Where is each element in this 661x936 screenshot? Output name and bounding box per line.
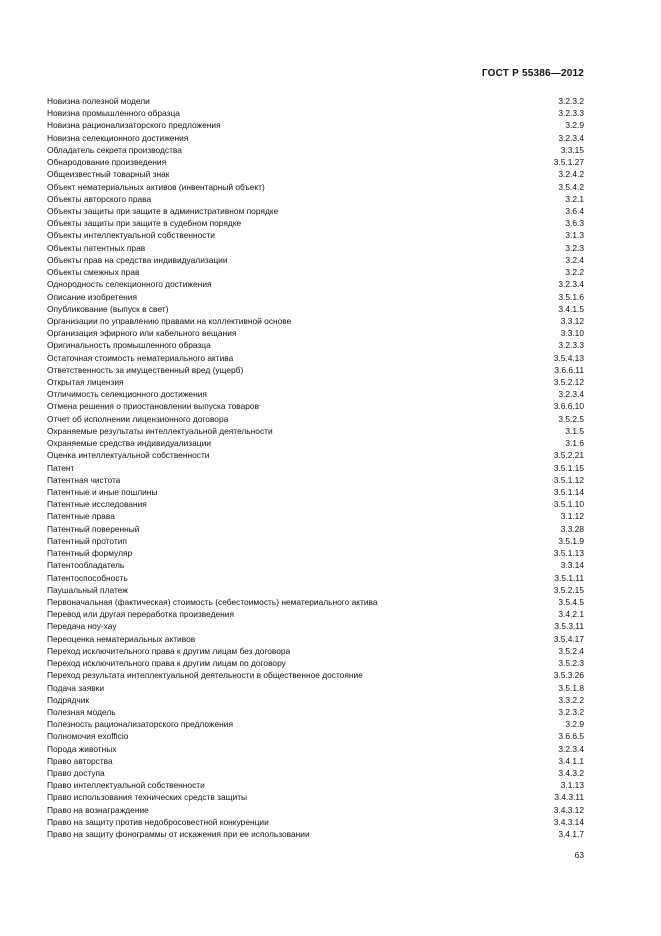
index-term: Переоценка нематериальных активов bbox=[47, 633, 196, 644]
index-ref: 3.2.3.4 bbox=[558, 743, 584, 754]
index-entry bbox=[47, 400, 584, 412]
index-ref: 3.5.2.21 bbox=[553, 450, 584, 461]
index-ref: 3.5.2.12 bbox=[553, 377, 584, 388]
index-term: Объекты смежных прав bbox=[47, 267, 140, 278]
index-term: Право на вознаграждение bbox=[47, 804, 149, 815]
index-term: Организация эфирного или кабельного вещания bbox=[47, 328, 237, 339]
index-ref: 3.2.4 bbox=[565, 254, 584, 265]
index-entry bbox=[47, 584, 584, 596]
index-entry bbox=[47, 547, 584, 559]
index-term: Новизна рационализаторского предложения bbox=[47, 120, 221, 131]
index-entry bbox=[47, 816, 584, 828]
term-index bbox=[47, 95, 584, 840]
index-ref: 3.1.12 bbox=[560, 511, 584, 522]
index-entry bbox=[47, 718, 584, 730]
index-term: Остаточная стоимость нематериального актива bbox=[47, 352, 234, 363]
index-entry bbox=[47, 168, 584, 180]
index-term: Подрядчик bbox=[47, 694, 90, 705]
index-entry bbox=[47, 266, 584, 278]
index-entry bbox=[47, 572, 584, 584]
index-entry bbox=[47, 486, 584, 498]
index-entry bbox=[47, 315, 584, 327]
index-term: Описание изобретения bbox=[47, 291, 138, 302]
index-ref: 3.2.2 bbox=[565, 267, 584, 278]
index-ref: 3.3.28 bbox=[560, 523, 584, 534]
index-term: Перевод или другая переработка произведения bbox=[47, 609, 234, 620]
index-ref: 3.5.1.9 bbox=[558, 535, 584, 546]
index-ref: 3.5.2.15 bbox=[553, 584, 584, 595]
index-ref: 3.5.2.4 bbox=[558, 645, 584, 656]
index-term: Объекты прав на средства индивидуализации bbox=[47, 254, 228, 265]
index-term: Общеизвестный товарный знак bbox=[47, 169, 170, 180]
index-entry bbox=[47, 523, 584, 535]
index-entry bbox=[47, 620, 584, 632]
index-term: Организации по управлению правами на коллективной основе bbox=[47, 315, 292, 326]
index-entry bbox=[47, 669, 584, 681]
index-entry bbox=[47, 242, 584, 254]
index-entry bbox=[47, 413, 584, 425]
index-entry bbox=[47, 682, 584, 694]
index-ref: 3.5.1.27 bbox=[553, 157, 584, 168]
index-term: Обладатель секрета производства bbox=[47, 144, 182, 155]
index-term: Патентные и иные пошлины bbox=[47, 487, 158, 497]
index-entry bbox=[47, 559, 584, 571]
index-ref: 3.5.4.5 bbox=[558, 596, 584, 607]
index-ref: 3.6.6.10 bbox=[553, 401, 584, 412]
index-term: Право на защиту против недобросовестной конкуренции bbox=[47, 816, 269, 827]
index-term: Отчет об исполнении лицензионного договора bbox=[47, 413, 229, 424]
index-entry bbox=[47, 779, 584, 791]
index-term: Объекты интеллектуальной собственности bbox=[47, 230, 215, 241]
index-ref: 3.3.10 bbox=[560, 328, 584, 339]
index-term: Объект нематериальных активов (инвентарный объект) bbox=[47, 181, 265, 192]
index-ref: 3.5.1.6 bbox=[558, 291, 584, 302]
index-ref: 3.1.5 bbox=[565, 425, 584, 436]
index-ref: 3.2.4.2 bbox=[558, 169, 584, 180]
index-term: Однородность селекционного достижения bbox=[47, 279, 212, 290]
index-entry bbox=[47, 364, 584, 376]
index-ref: 3.1.13 bbox=[560, 780, 584, 791]
index-entry bbox=[47, 535, 584, 547]
index-term: Охраняемые средства индивидуализации bbox=[47, 438, 211, 449]
index-ref: 3.2.3 bbox=[565, 242, 584, 253]
index-ref: 3.1.6 bbox=[565, 438, 584, 449]
index-ref: 3.5.4.13 bbox=[553, 352, 584, 363]
index-entry bbox=[47, 828, 584, 840]
index-entry bbox=[47, 156, 584, 168]
index-entry bbox=[47, 107, 584, 119]
index-entry bbox=[47, 95, 584, 107]
index-term: Ответственность за имущественный вред (ущерб) bbox=[47, 364, 244, 375]
index-ref: 3.2.3.2 bbox=[558, 706, 584, 717]
index-ref: 3.4.1.7 bbox=[558, 829, 584, 840]
index-entry bbox=[47, 229, 584, 241]
index-term: Оригинальность промышленного образца bbox=[47, 340, 211, 351]
index-entry bbox=[47, 376, 584, 388]
index-ref: 3.4.1.5 bbox=[558, 303, 584, 314]
index-entry bbox=[47, 193, 584, 205]
index-entry bbox=[47, 596, 584, 608]
index-term: Переход исключительного права к другим лицам по договору bbox=[47, 658, 286, 669]
index-entry bbox=[47, 694, 584, 706]
index-ref: 3.5.3.11 bbox=[554, 621, 584, 632]
page-number: 63 bbox=[574, 850, 584, 860]
document-code: ГОСТ Р 55386—2012 bbox=[481, 68, 584, 79]
index-entry bbox=[47, 388, 584, 400]
index-ref: 3.4.3.12 bbox=[553, 804, 584, 815]
index-ref: 3.2.9 bbox=[565, 719, 584, 730]
index-term: Отличимость селекционного достижения bbox=[47, 389, 207, 400]
index-term: Паушальный платеж bbox=[47, 584, 128, 595]
index-term: Патентные исследования bbox=[47, 499, 147, 510]
index-term: Обнародование произведения bbox=[47, 157, 167, 168]
index-term: Новизна селекционного достижения bbox=[47, 132, 189, 143]
index-ref: 3.5.1.15 bbox=[553, 462, 584, 473]
index-term: Отмена решения о приостановлении выпуска товаров bbox=[47, 401, 260, 412]
index-term: Право интеллектуальной собственности bbox=[47, 780, 205, 791]
index-term: Полезность рационализаторского предложения bbox=[47, 719, 234, 730]
index-term: Патентный поверенный bbox=[47, 523, 140, 534]
index-entry bbox=[47, 119, 584, 131]
index-entry bbox=[47, 645, 584, 657]
index-entry bbox=[47, 657, 584, 669]
index-ref: 3.5.1.13 bbox=[553, 548, 584, 559]
index-ref: 3.2.3.4 bbox=[558, 389, 584, 400]
index-ref: 3.2.3.3 bbox=[558, 340, 584, 351]
index-term: Патентообладатель bbox=[47, 560, 125, 571]
index-entry bbox=[47, 132, 584, 144]
index-ref: 3.4.1.1 bbox=[558, 755, 584, 766]
index-entry bbox=[47, 449, 584, 461]
index-entry bbox=[47, 425, 584, 437]
index-ref: 3.6.6.5 bbox=[558, 731, 584, 742]
index-entry bbox=[47, 633, 584, 645]
index-term: Патентный формуляр bbox=[47, 548, 133, 559]
index-entry bbox=[47, 144, 584, 156]
index-ref: 3.3.12 bbox=[560, 315, 584, 326]
index-ref: 3.2.3.4 bbox=[558, 132, 584, 143]
index-entry bbox=[47, 791, 584, 803]
index-term: Право авторства bbox=[47, 755, 113, 766]
index-ref: 3.1.3 bbox=[565, 230, 584, 241]
index-term: Патентная чистота bbox=[47, 474, 121, 485]
index-ref: 3.3.15 bbox=[560, 144, 584, 155]
index-term: Полезная модель bbox=[47, 706, 116, 717]
index-ref: 3.4.3.2 bbox=[558, 768, 584, 779]
index-entry bbox=[47, 462, 584, 474]
index-term: Объекты авторского права bbox=[47, 193, 152, 204]
index-entry bbox=[47, 498, 584, 510]
index-ref: 3.2.3.3 bbox=[558, 108, 584, 119]
index-ref: 3.5.1.8 bbox=[558, 682, 584, 693]
index-ref: 3.5.2.5 bbox=[558, 413, 584, 424]
index-term: Полномочия exofficio bbox=[47, 731, 129, 742]
index-entry bbox=[47, 205, 584, 217]
index-ref: 3.5.1.12 bbox=[553, 474, 584, 485]
index-entry bbox=[47, 804, 584, 816]
index-entry bbox=[47, 181, 584, 193]
index-term: Оценка интеллектуальной собственности bbox=[47, 450, 210, 461]
index-ref: 3.5.2.3 bbox=[558, 658, 584, 669]
index-ref: 3.4.3.11 bbox=[554, 792, 584, 803]
index-ref: 3.2.3.2 bbox=[558, 96, 584, 106]
index-ref: 3.3.14 bbox=[560, 560, 584, 571]
index-term: Охраняемые результаты интеллектуальной деятельности bbox=[47, 425, 273, 436]
index-ref: 3.5.4.17 bbox=[553, 633, 584, 644]
index-ref: 3.4.2.1 bbox=[558, 609, 584, 620]
index-term: Опубликование (выпуск в свет) bbox=[47, 303, 169, 314]
index-term: Подача заявки bbox=[47, 682, 105, 693]
index-ref: 3.2.3.4 bbox=[558, 279, 584, 290]
index-term: Переход результата интеллектуальной деятельности в общественное достояние bbox=[47, 670, 363, 681]
index-entry bbox=[47, 278, 584, 290]
index-ref: 3.5.1.10 bbox=[553, 499, 584, 510]
index-ref: 3.6.6.11 bbox=[554, 364, 584, 375]
index-term: Патентоспособность bbox=[47, 572, 128, 583]
index-term: Открытая лицензия bbox=[47, 377, 124, 388]
index-entry bbox=[47, 339, 584, 351]
index-entry bbox=[47, 730, 584, 742]
index-ref: 3.5.1.14 bbox=[553, 487, 584, 497]
index-ref: 3.6.3 bbox=[565, 218, 584, 229]
index-term: Право доступа bbox=[47, 768, 105, 779]
index-term: Патентные права bbox=[47, 511, 115, 522]
index-ref: 3.5.3.26 bbox=[553, 670, 584, 681]
index-entry bbox=[47, 755, 584, 767]
index-term: Первоначальная (фактическая) стоимость (себестоимость) нематериального актива bbox=[47, 596, 378, 607]
index-entry bbox=[47, 254, 584, 266]
index-ref: 3.5.4.2 bbox=[558, 181, 584, 192]
index-entry bbox=[47, 303, 584, 315]
index-term: Передача ноу-хау bbox=[47, 621, 117, 632]
index-entry bbox=[47, 352, 584, 364]
index-term: Право на защиту фонограммы от искажения при ее использовании bbox=[47, 829, 310, 840]
index-term: Патентный прототип bbox=[47, 535, 127, 546]
index-ref: 3.2.9 bbox=[565, 120, 584, 131]
index-entry bbox=[47, 217, 584, 229]
index-entry bbox=[47, 608, 584, 620]
index-term: Объекты защиты при защите в административном порядке bbox=[47, 205, 279, 216]
index-entry bbox=[47, 291, 584, 303]
index-entry bbox=[47, 327, 584, 339]
index-term: Переход исключительного права к другим лицам без договора bbox=[47, 645, 291, 656]
index-ref: 3.3.2.2 bbox=[558, 694, 584, 705]
index-entry bbox=[47, 767, 584, 779]
index-entry bbox=[47, 706, 584, 718]
index-entry bbox=[47, 474, 584, 486]
index-term: Патент bbox=[47, 462, 75, 473]
index-term: Новизна промышленного образца bbox=[47, 108, 180, 119]
index-ref: 3.5.1.11 bbox=[554, 572, 584, 583]
index-term: Право использования технических средств защиты bbox=[47, 792, 248, 803]
index-ref: 3.6.4 bbox=[565, 205, 584, 216]
index-term: Объекты патентных прав bbox=[47, 242, 146, 253]
index-entry bbox=[47, 743, 584, 755]
index-term: Порода животных bbox=[47, 743, 117, 754]
index-term: Новизна полезной модели bbox=[47, 96, 150, 106]
index-ref: 3.4.3.14 bbox=[553, 816, 584, 827]
index-entry bbox=[47, 510, 584, 522]
index-term: Объекты защиты при защите в судебном порядке bbox=[47, 218, 242, 229]
index-entry bbox=[47, 437, 584, 449]
index-ref: 3.2.1 bbox=[565, 193, 584, 204]
